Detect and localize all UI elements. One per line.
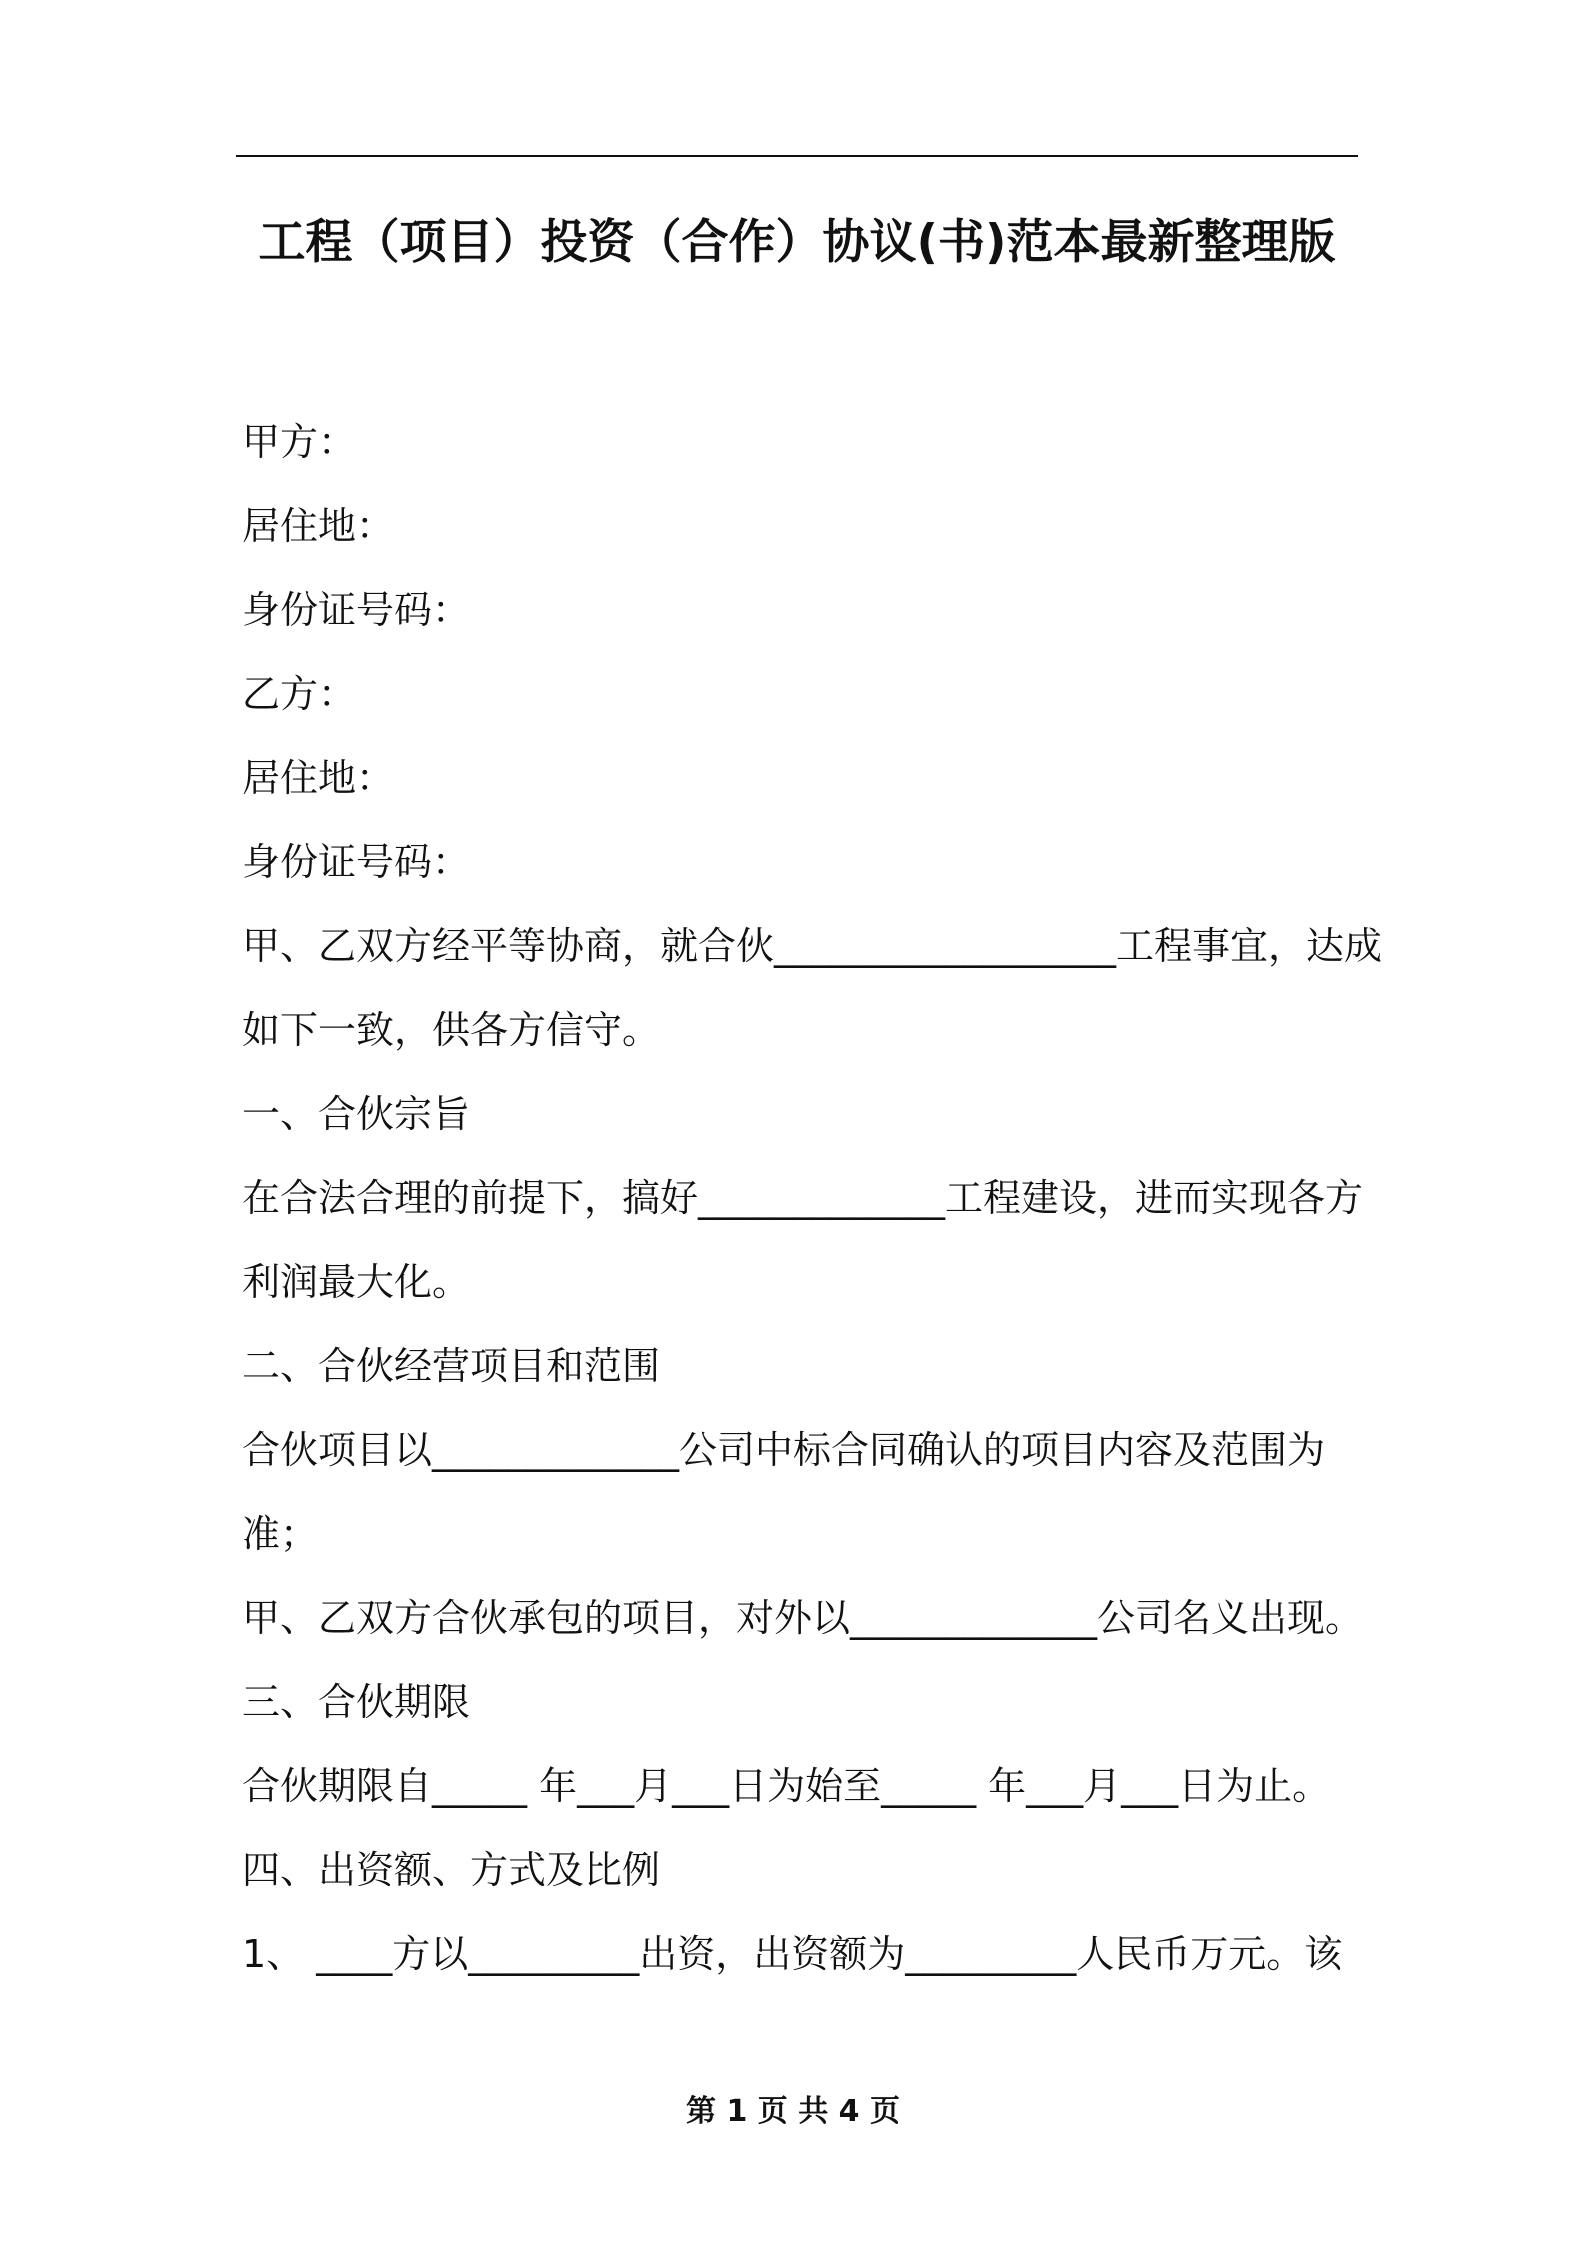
document-body [242,400,1383,1996]
section-2-line-3: 甲、乙双方合伙承包的项目，对外以_____________公司名义出现。 [242,1596,1364,1640]
section-4-line-1: 1、 ____方以_________出资，出资额为_________人民币万元。该 [242,1932,1343,1976]
section-heading-4: 四、出资额、方式及比例 [242,1848,661,1892]
section-heading-3: 三、合伙期限 [242,1680,471,1724]
party-b-label: 乙方： [242,672,357,716]
section-1-line-1: 在合法合理的前提下，搞好_____________工程建设，进而实现各方 [242,1176,1364,1220]
section-3-line-1: 合伙期限自_____ 年___月___日为始至_____ 年___月___日为止。 [242,1764,1331,1808]
preamble-line-2: 如下一致，供各方信守。 [242,1008,661,1052]
header-rule [236,155,1358,157]
section-1-line-2: 利润最大化。 [242,1260,471,1304]
party-b-id-number: 身份证号码： [242,840,471,884]
preamble-line-1: 甲、乙双方经平等协商，就合伙__________________工程事宜，达成 [242,924,1383,968]
party-a-id-number: 身份证号码： [242,588,471,632]
section-2-line-1: 合伙项目以_____________公司中标合同确认的项目内容及范围为 [242,1428,1326,1472]
party-b-residence: 居住地： [242,756,395,800]
party-a-residence: 居住地： [242,504,395,548]
document-title: 工程（项目）投资（合作）协议(书)范本最新整理版 [258,215,1336,270]
party-a-label: 甲方： [242,420,357,464]
page-number-footer: 第 1 页 共 4 页 [686,2094,900,2129]
section-heading-2: 二、合伙经营项目和范围 [242,1344,661,1388]
section-heading-1: 一、合伙宗旨 [242,1092,471,1136]
section-2-line-2: 准； [242,1512,319,1556]
